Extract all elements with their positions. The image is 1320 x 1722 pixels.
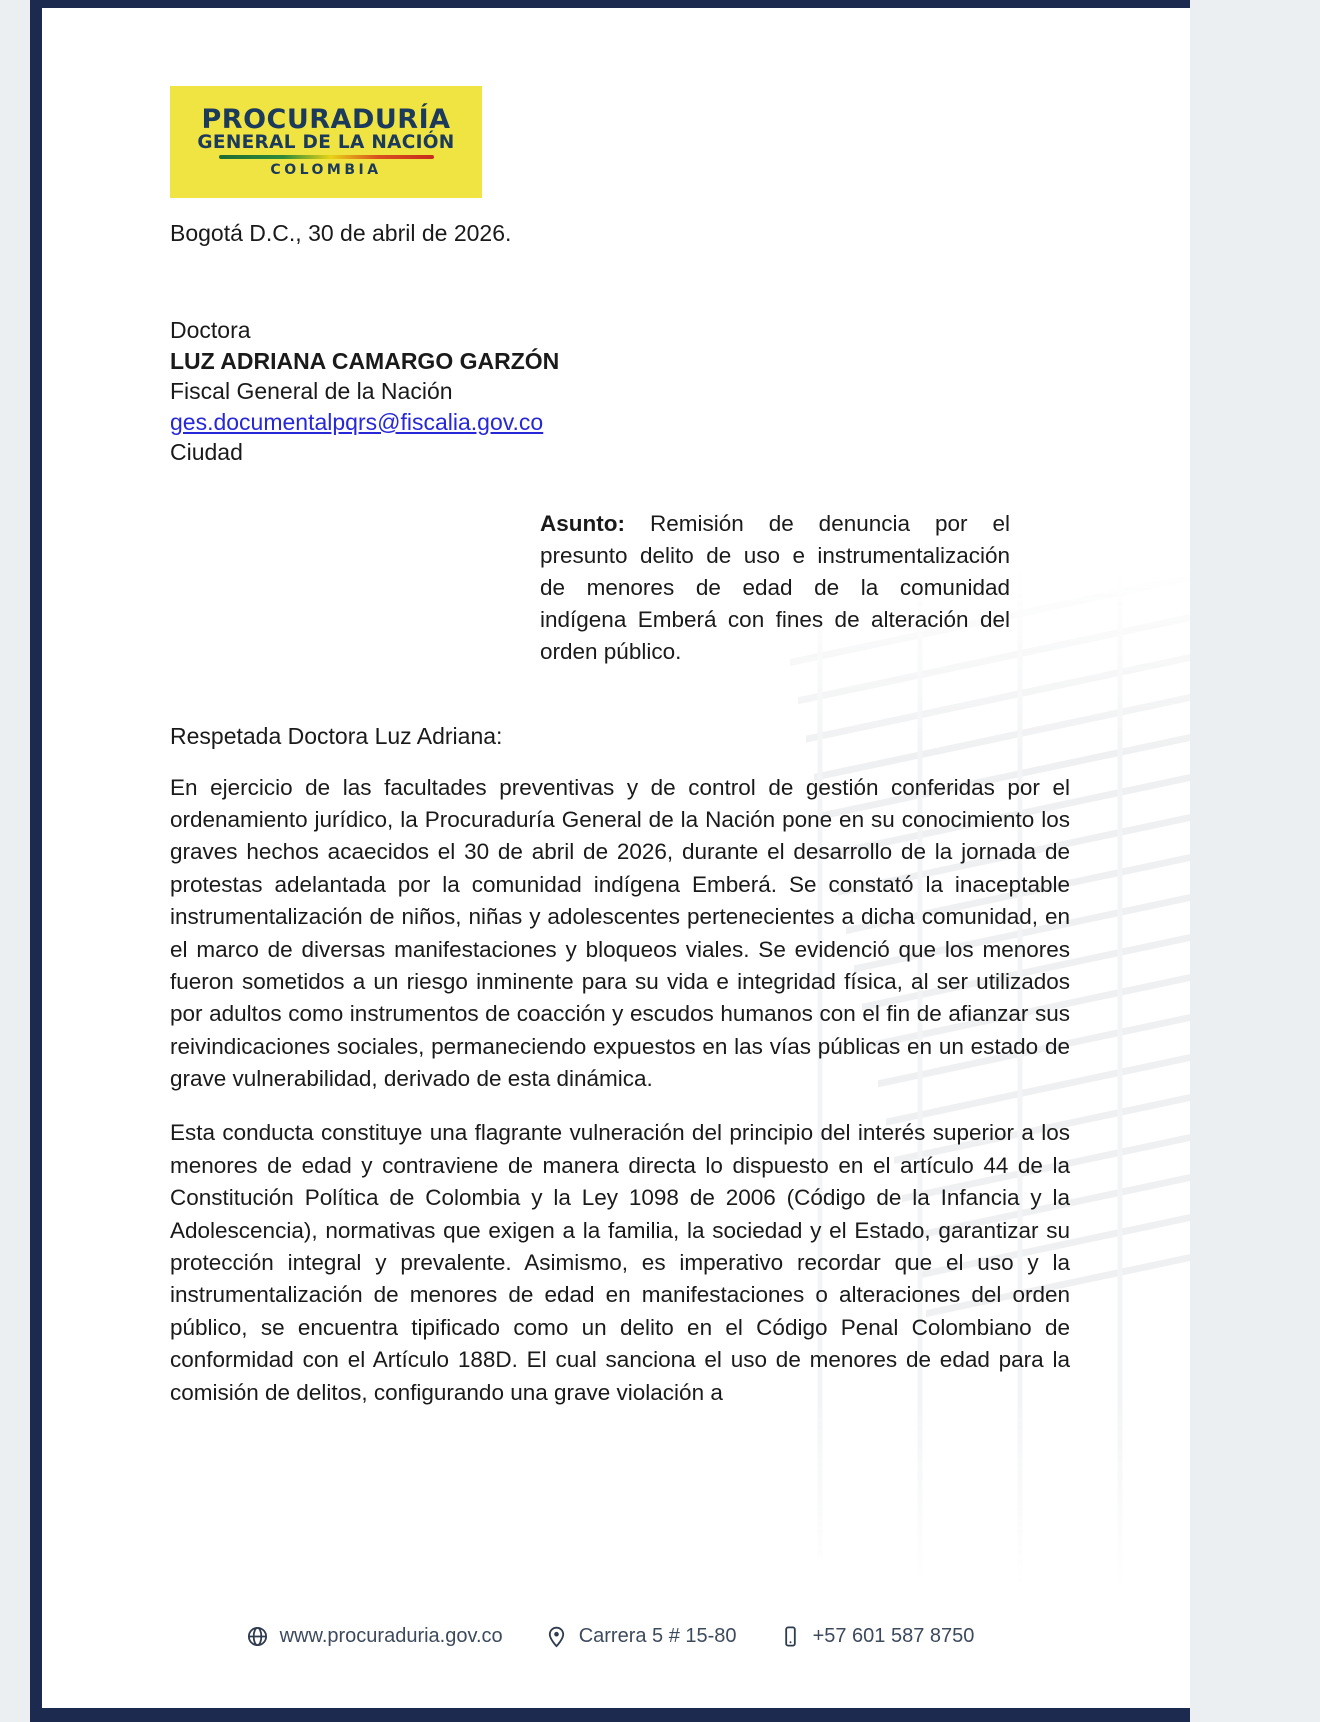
recipient-title: Doctora — [170, 317, 251, 343]
procuraduria-logo — [170, 86, 482, 198]
subject-spacer — [625, 511, 650, 536]
subject-block — [540, 508, 1010, 668]
footer-address-label: Carrera 5 # 15-80 — [578, 1625, 737, 1647]
body-paragraph-1: En ejercicio de las facultades preventivas y de control de gestión conferidas por el ordenamiento jurídico, la Procuraduría General de la Nación pone en su conocimiento los graves hechos acaecidos el 30 de abril de 2026, durante el desarrollo de la jornada de protestas adelantada por la comunidad indígena Emberá. Se constató la inaceptable instrumentalización de niños, niñas y adolescentes pertenecientes a dicha comunidad, en el marco de diversas manifestaciones y bloqueos viales. Se evidenció que los menores fueron sometidos a un riesgo inminente para su vida e integridad física, al ser utilizados por adultos como instrumentos de coacción y escudos humanos con el fin de afianzar sus reivindicaciones sociales, permaneciendo expuestos en las vías públicas en un estado de grave vulnerabilidad, derivado de esta dinámica. — [170, 774, 1070, 1092]
recipient-block — [170, 315, 1070, 468]
logo-tricolor-rule — [219, 155, 434, 159]
page-footer — [30, 1625, 1190, 1648]
footer-phone — [779, 1625, 975, 1648]
phone-icon — [779, 1625, 802, 1648]
page-left-spine — [30, 8, 42, 1708]
subject-text: Remisión de denuncia por el presunto delito de uso e instrumentalización de menores de edad de la comunidad indígena Emberá con fines de alteración del orden público. — [540, 510, 1010, 664]
recipient-position: Fiscal General de la Nación — [170, 378, 453, 405]
body-salutation: Respetada Doctora Luz Adriana: — [170, 722, 503, 749]
recipient-city: Ciudad — [170, 439, 243, 466]
document-content — [30, 86, 1190, 1409]
document-page — [30, 8, 1190, 1708]
location-pin-icon — [545, 1625, 568, 1648]
footer-address — [545, 1625, 737, 1648]
globe-icon — [246, 1625, 269, 1648]
page-bottom-border — [30, 1708, 1190, 1722]
footer-website-label: www.procuraduria.gov.co — [279, 1625, 503, 1647]
footer-website[interactable] — [246, 1625, 503, 1648]
logo-line-procuraduria: PROCURADURÍA — [201, 103, 451, 135]
footer-phone-label: +57 601 587 8750 — [812, 1625, 975, 1647]
recipient-email-link[interactable]: ges.documentalpqrs@fiscalia.gov.co — [170, 408, 544, 435]
city-date-line: Bogotá D.C., 30 de abril de 2026. — [170, 220, 512, 246]
body-paragraph-2: Esta conducta constituye una flagrante vulneración del principio del interés superior a los menores de edad y contraviene de manera directa lo dispuesto en el artículo 44 de la Constitución Política de Colombia y la Ley 1098 de 2006 (Código de la Infancia y la Adolescencia), normativas que exigen a la familia, la sociedad y el Estado, garantizar su protección integral y prevalente. Asimismo, es imperativo recordar que el uso y la instrumentalización de menores de edad en manifestaciones o alteraciones del orden público, se encuentra tipificado como un delito en el Código Penal Colombiano de conformidad con el Artículo 188D. El cual sanciona el uso de menores de edad para la comisión de delitos, configurando una grave violación a — [170, 1120, 1070, 1405]
logo-line-colombia: COLOMBIA — [270, 162, 382, 179]
recipient-name: LUZ ADRIANA CAMARGO GARZÓN — [170, 347, 560, 374]
subject-label: Asunto: — [540, 510, 625, 536]
page-top-border — [30, 0, 1190, 8]
logo-line-general-nacion: GENERAL DE LA NACIÓN — [197, 132, 455, 154]
